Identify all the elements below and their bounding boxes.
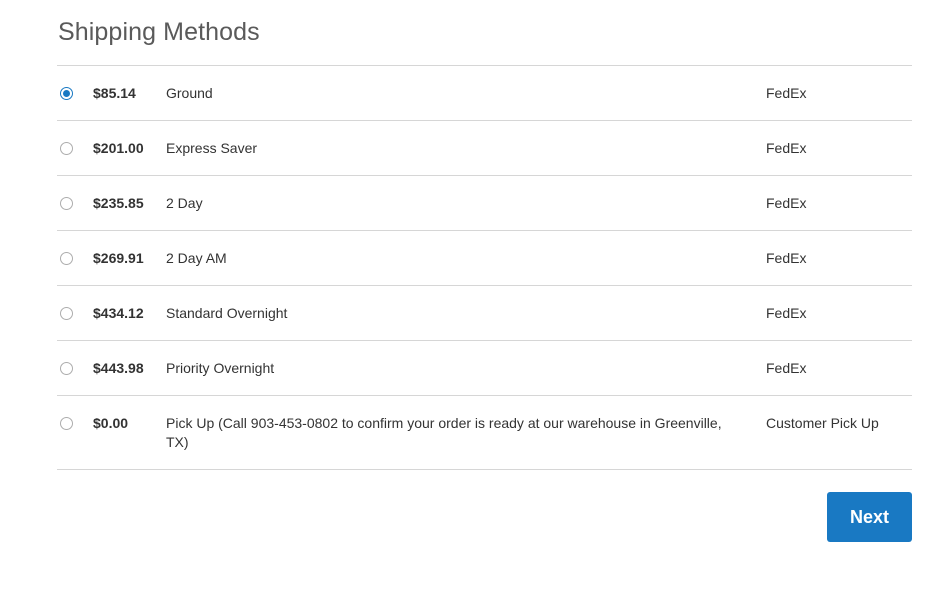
shipping-method-radio[interactable] bbox=[60, 252, 73, 265]
shipping-methods-list bbox=[57, 65, 912, 470]
shipping-method-radio[interactable] bbox=[60, 417, 73, 430]
shipping-method-radio-cell[interactable] bbox=[57, 139, 93, 155]
shipping-method-carrier: FedEx bbox=[766, 85, 807, 101]
shipping-method-radio-cell[interactable] bbox=[57, 359, 93, 375]
shipping-method-radio[interactable] bbox=[60, 197, 73, 210]
shipping-method-price: $201.00 bbox=[93, 140, 144, 156]
shipping-method-carrier: FedEx bbox=[766, 195, 807, 211]
shipping-method-row[interactable] bbox=[57, 396, 912, 470]
page-title: Shipping Methods bbox=[58, 18, 260, 46]
shipping-method-price: $235.85 bbox=[93, 195, 144, 211]
shipping-method-radio[interactable] bbox=[60, 307, 73, 320]
shipping-method-carrier: FedEx bbox=[766, 140, 807, 156]
shipping-method-row[interactable] bbox=[57, 66, 912, 121]
form-actions bbox=[57, 492, 912, 542]
shipping-method-name: Ground bbox=[166, 85, 213, 101]
shipping-method-radio-cell[interactable] bbox=[57, 414, 93, 430]
shipping-method-radio[interactable] bbox=[60, 87, 73, 100]
shipping-method-row[interactable] bbox=[57, 176, 912, 231]
shipping-method-name: Standard Overnight bbox=[166, 305, 288, 321]
shipping-method-row[interactable] bbox=[57, 286, 912, 341]
next-button[interactable]: Next bbox=[827, 492, 912, 542]
shipping-method-row[interactable] bbox=[57, 341, 912, 396]
shipping-method-radio[interactable] bbox=[60, 362, 73, 375]
shipping-method-carrier: FedEx bbox=[766, 305, 807, 321]
shipping-method-carrier: FedEx bbox=[766, 360, 807, 376]
shipping-method-name: Express Saver bbox=[166, 140, 258, 156]
shipping-method-price: $269.91 bbox=[93, 250, 144, 266]
shipping-method-name: 2 Day AM bbox=[166, 250, 227, 266]
shipping-method-name: Pick Up (Call 903-453-0802 to confirm your order is ready at our warehouse in Greenville, TX) bbox=[166, 415, 722, 450]
shipping-method-carrier: Customer Pick Up bbox=[766, 415, 879, 431]
shipping-method-price: $0.00 bbox=[93, 415, 129, 431]
shipping-method-radio[interactable] bbox=[60, 142, 73, 155]
shipping-method-radio-cell[interactable] bbox=[57, 194, 93, 210]
shipping-method-price: $443.98 bbox=[93, 360, 144, 376]
shipping-method-radio-cell[interactable] bbox=[57, 249, 93, 265]
shipping-method-radio-cell[interactable] bbox=[57, 304, 93, 320]
shipping-method-price: $85.14 bbox=[93, 85, 136, 101]
shipping-method-carrier: FedEx bbox=[766, 250, 807, 266]
shipping-method-name: 2 Day bbox=[166, 195, 203, 211]
shipping-method-radio-cell[interactable] bbox=[57, 84, 93, 100]
shipping-method-price: $434.12 bbox=[93, 305, 144, 321]
shipping-method-name: Priority Overnight bbox=[166, 360, 275, 376]
shipping-method-row[interactable] bbox=[57, 231, 912, 286]
shipping-method-row[interactable] bbox=[57, 121, 912, 176]
